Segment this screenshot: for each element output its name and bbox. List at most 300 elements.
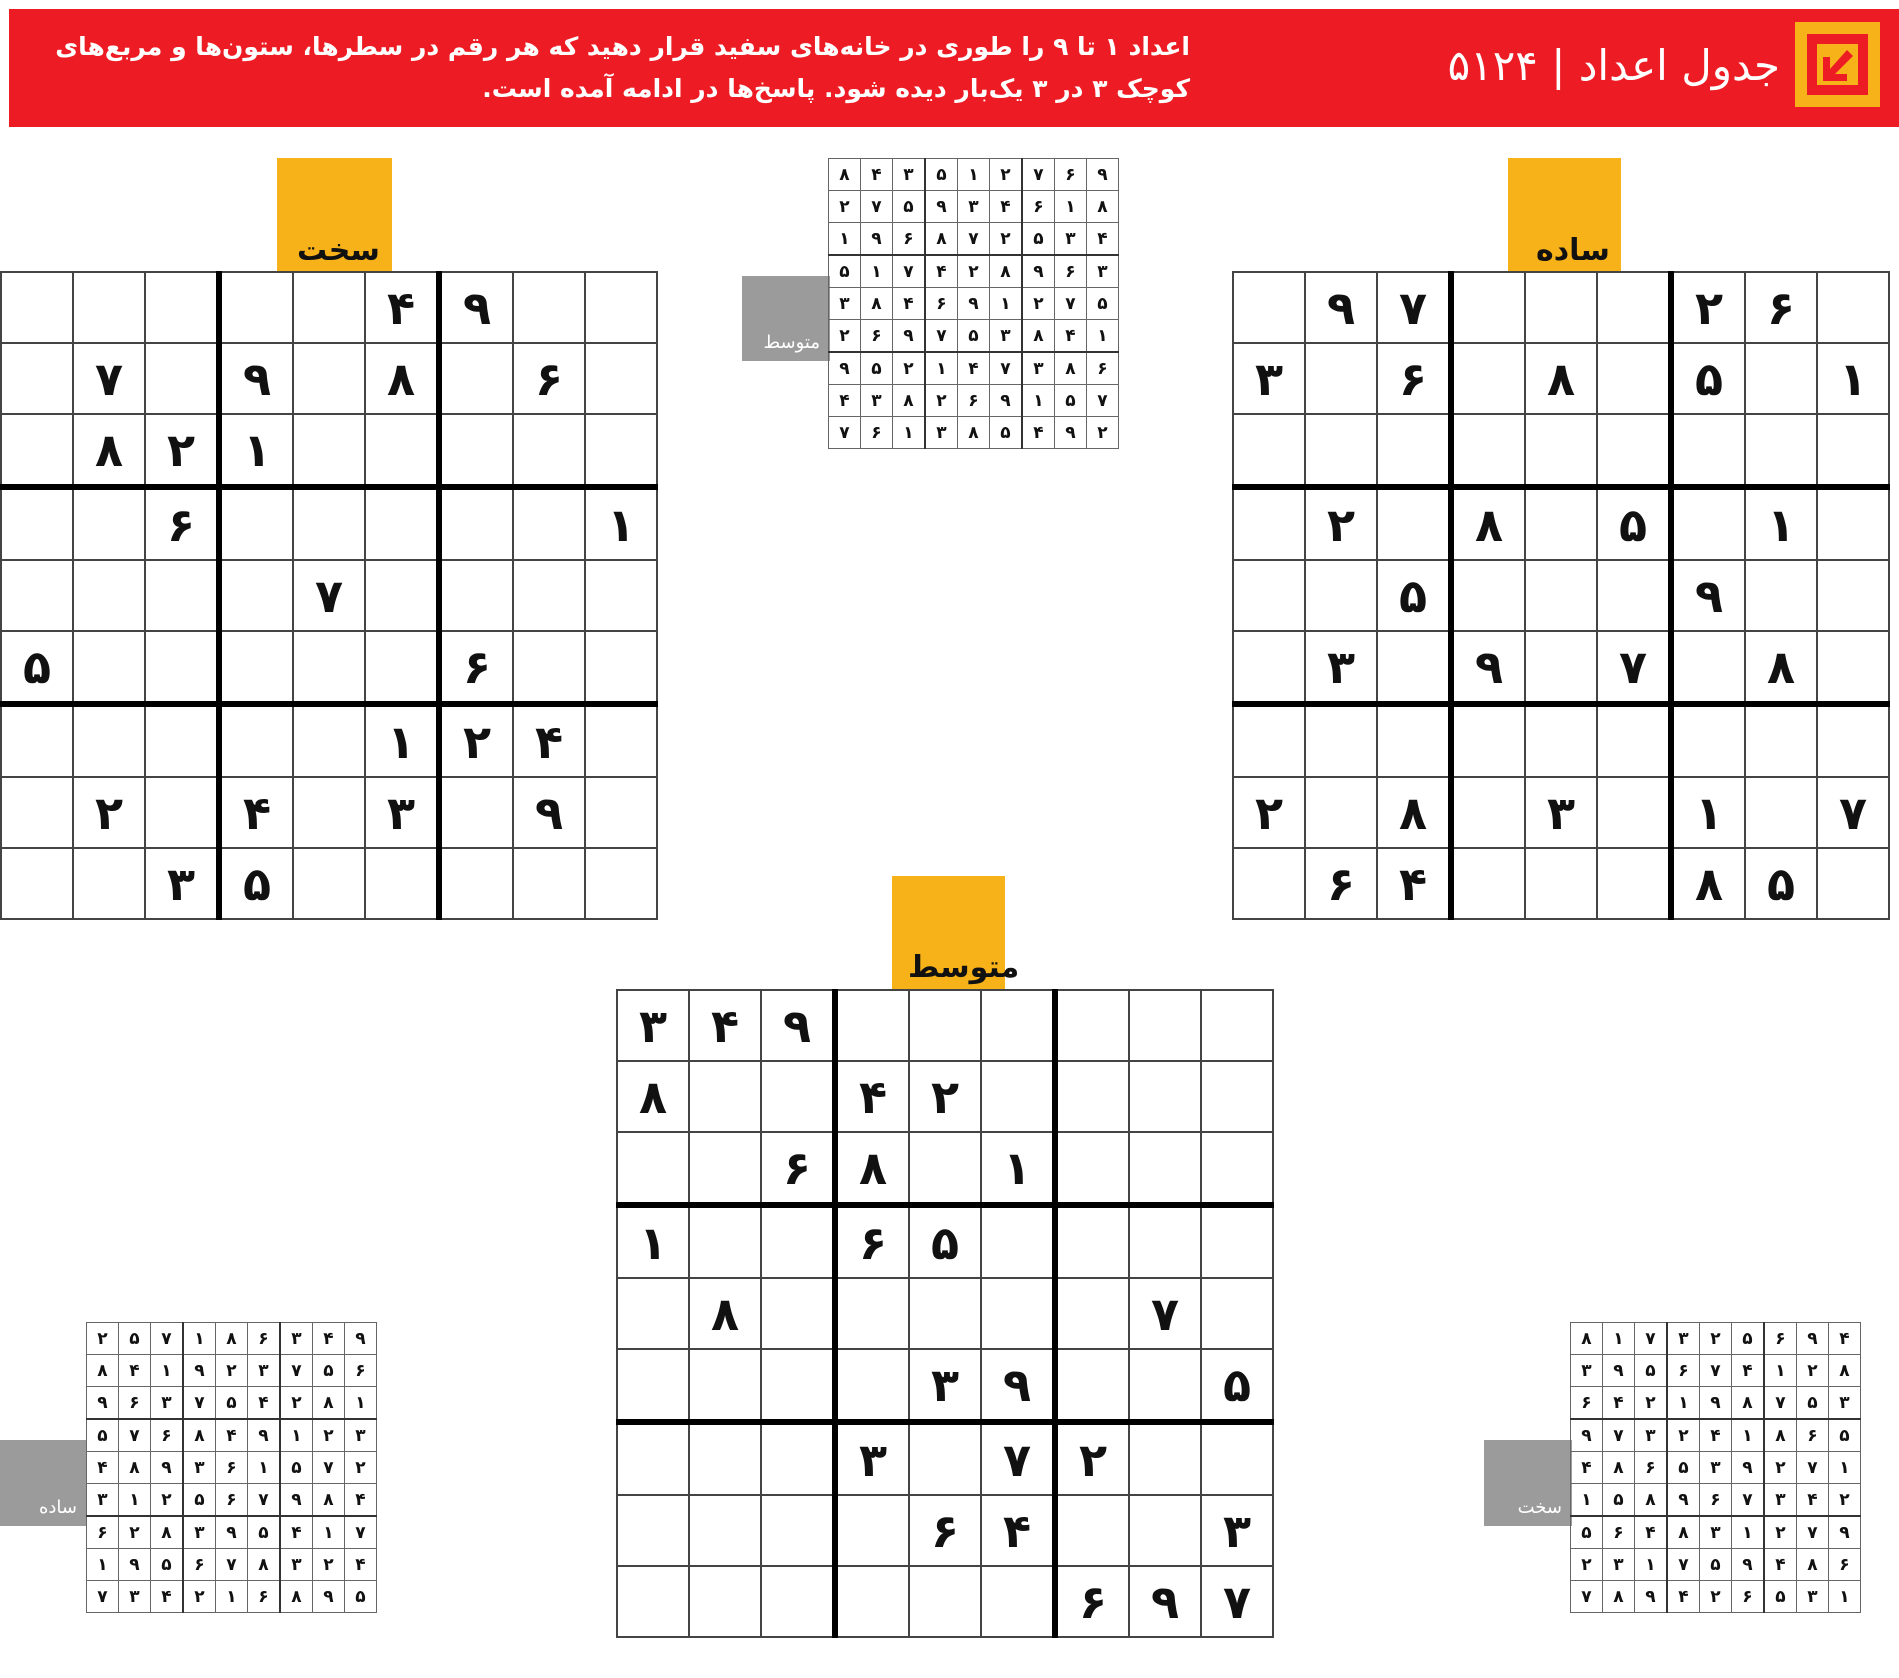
given-cell: ۷ [280,1355,313,1387]
empty-cell[interactable] [909,990,981,1061]
given-cell: ۸ [1087,191,1119,223]
empty-cell[interactable] [585,343,657,414]
empty-cell[interactable] [365,848,439,919]
empty-cell[interactable] [1305,343,1377,414]
given-cell: ۱ [151,1355,184,1387]
given-cell: ۸ [119,1452,151,1484]
given-cell: ۱ [861,255,893,288]
empty-cell[interactable] [689,1061,761,1132]
empty-cell[interactable] [73,272,145,343]
given-cell: ۸ [1451,487,1525,560]
given-cell: ۱ [893,417,926,449]
given-cell: ۳ [1055,223,1087,256]
empty-cell[interactable] [293,487,365,560]
given-cell: ۷ [1635,1323,1668,1355]
empty-cell[interactable] [1305,777,1377,848]
empty-cell[interactable] [73,848,145,919]
given-cell: ۲ [183,1581,216,1613]
given-cell: ۷ [216,1549,248,1581]
empty-cell[interactable] [145,560,219,631]
empty-cell[interactable] [585,414,657,487]
empty-cell[interactable] [219,272,293,343]
grid-row [617,1205,1273,1278]
empty-cell[interactable] [1129,1061,1201,1132]
given-cell: ۸ [1732,1387,1765,1420]
empty-cell[interactable] [1,343,73,414]
given-cell: ۶ [1797,1419,1829,1452]
empty-cell[interactable] [585,848,657,919]
empty-cell[interactable] [1305,414,1377,487]
empty-cell[interactable] [1201,1278,1273,1349]
empty-cell[interactable] [1451,272,1525,343]
given-cell: ۷ [1797,1516,1829,1549]
empty-cell[interactable] [689,1495,761,1566]
empty-cell[interactable] [1745,560,1817,631]
given-cell: ۱ [1571,1484,1603,1517]
empty-cell[interactable] [835,1566,909,1637]
given-cell: ۶ [1571,1387,1603,1420]
empty-cell[interactable] [1305,704,1377,777]
empty-cell[interactable] [617,1278,689,1349]
empty-cell[interactable] [1597,414,1671,487]
given-cell: ۳ [87,1484,119,1517]
empty-cell[interactable] [439,414,513,487]
empty-cell[interactable] [1745,343,1817,414]
given-cell: ۵ [280,1452,313,1484]
empty-cell[interactable] [1745,704,1817,777]
given-cell: ۷ [958,223,990,256]
empty-cell[interactable] [1745,777,1817,848]
empty-cell[interactable] [617,1566,689,1637]
empty-cell[interactable] [1055,1278,1129,1349]
empty-cell[interactable] [1817,848,1889,919]
empty-cell[interactable] [835,990,909,1061]
empty-cell[interactable] [761,1422,835,1495]
empty-cell[interactable] [1525,631,1597,704]
given-cell: ۳ [345,1419,377,1452]
given-cell: ۱ [1745,487,1817,560]
empty-cell[interactable] [365,560,439,631]
given-cell: ۷ [990,352,1023,385]
given-cell: ۹ [219,343,293,414]
empty-cell[interactable] [617,1349,689,1422]
empty-cell[interactable] [1233,848,1305,919]
easy-label-tab [1508,158,1621,272]
empty-cell[interactable] [1525,848,1597,919]
given-cell: ۳ [1829,1387,1861,1420]
grid-row [1571,1581,1861,1613]
empty-cell[interactable] [1671,414,1745,487]
empty-cell[interactable] [73,631,145,704]
given-cell: ۹ [151,1452,184,1484]
empty-cell[interactable] [1377,414,1451,487]
given-cell: ۸ [829,159,861,191]
given-cell: ۸ [861,288,893,320]
empty-cell[interactable] [1129,1422,1201,1495]
given-cell: ۲ [1671,272,1745,343]
given-cell: ۵ [1201,1349,1273,1422]
grid-row [1233,272,1889,343]
empty-cell[interactable] [1451,704,1525,777]
given-cell: ۶ [1055,1566,1129,1637]
empty-cell[interactable] [1597,848,1671,919]
empty-cell[interactable] [761,1061,835,1132]
given-cell: ۶ [1745,272,1817,343]
empty-cell[interactable] [219,487,293,560]
given-cell: ۴ [1377,848,1451,919]
grid-row [87,1581,377,1613]
empty-cell[interactable] [1817,487,1889,560]
empty-cell[interactable] [1201,1132,1273,1205]
empty-cell[interactable] [761,1205,835,1278]
empty-cell[interactable] [1671,631,1745,704]
given-cell: ۷ [293,560,365,631]
given-cell: ۷ [1597,631,1671,704]
given-cell: ۳ [835,1422,909,1495]
empty-cell[interactable] [293,631,365,704]
grid-row [1233,631,1889,704]
empty-cell[interactable] [1305,560,1377,631]
given-cell: ۸ [1829,1355,1861,1387]
empty-cell[interactable] [1597,343,1671,414]
given-cell: ۱ [585,487,657,560]
empty-cell[interactable] [145,272,219,343]
empty-cell[interactable] [761,1349,835,1422]
empty-cell[interactable] [1377,704,1451,777]
empty-cell[interactable] [439,777,513,848]
given-cell: ۳ [990,320,1023,353]
given-cell: ۸ [1603,1452,1635,1484]
empty-cell[interactable] [219,704,293,777]
empty-cell[interactable] [689,1132,761,1205]
given-cell: ۷ [1022,159,1055,191]
medium-label: متوسط [908,950,1020,985]
empty-cell[interactable] [1817,272,1889,343]
given-cell: ۴ [1700,1419,1732,1452]
given-cell: ۳ [1233,343,1305,414]
given-cell: ۹ [1732,1452,1765,1484]
empty-cell[interactable] [617,1422,689,1495]
empty-cell[interactable] [1377,631,1451,704]
empty-cell[interactable] [1201,1205,1273,1278]
given-cell: ۱ [183,1323,216,1355]
given-cell: ۳ [280,1323,313,1355]
empty-cell[interactable] [145,777,219,848]
given-cell: ۵ [958,320,990,353]
empty-cell[interactable] [1525,560,1597,631]
empty-cell[interactable] [1817,631,1889,704]
empty-cell[interactable] [439,560,513,631]
grid-row [87,1484,377,1517]
empty-cell[interactable] [585,777,657,848]
empty-cell[interactable] [1817,704,1889,777]
empty-cell[interactable] [981,1061,1055,1132]
empty-cell[interactable] [513,487,585,560]
given-cell: ۱ [365,704,439,777]
empty-cell[interactable] [1055,990,1129,1061]
grid-row [87,1323,377,1355]
empty-cell[interactable] [1745,414,1817,487]
empty-cell[interactable] [981,990,1055,1061]
given-cell: ۱ [1764,1355,1797,1387]
given-cell: ۶ [1055,159,1087,191]
empty-cell[interactable] [1597,704,1671,777]
empty-cell[interactable] [909,1132,981,1205]
given-cell: ۵ [87,1419,119,1452]
empty-cell[interactable] [1233,272,1305,343]
empty-cell[interactable] [1,560,73,631]
given-cell: ۳ [145,848,219,919]
answer-grid-hard [1570,1322,1861,1613]
empty-cell[interactable] [1817,560,1889,631]
empty-cell[interactable] [617,1495,689,1566]
given-cell: ۸ [151,1516,184,1549]
given-cell: ۴ [835,1061,909,1132]
empty-cell[interactable] [1525,272,1597,343]
given-cell: ۷ [1797,1452,1829,1484]
empty-cell[interactable] [689,1205,761,1278]
given-cell: ۵ [1745,848,1817,919]
grid-row [1233,777,1889,848]
empty-cell[interactable] [1233,704,1305,777]
empty-cell[interactable] [761,1495,835,1566]
empty-cell[interactable] [1129,1349,1201,1422]
empty-cell[interactable] [219,631,293,704]
given-cell: ۶ [248,1323,281,1355]
given-cell: ۵ [1597,487,1671,560]
given-cell: ۸ [1764,1419,1797,1452]
given-cell: ۹ [1451,631,1525,704]
given-cell: ۷ [1055,288,1087,320]
empty-cell[interactable] [909,1278,981,1349]
empty-cell[interactable] [1201,1422,1273,1495]
given-cell: ۲ [345,1452,377,1484]
given-cell: ۴ [925,255,958,288]
given-cell: ۷ [1603,1419,1635,1452]
empty-cell[interactable] [1597,272,1671,343]
empty-cell[interactable] [293,272,365,343]
given-cell: ۲ [145,414,219,487]
given-cell: ۴ [1087,223,1119,256]
empty-cell[interactable] [1129,1205,1201,1278]
empty-cell[interactable] [835,1278,909,1349]
empty-cell[interactable] [1,487,73,560]
grid-row [829,191,1119,223]
empty-cell[interactable] [835,1349,909,1422]
empty-cell[interactable] [439,343,513,414]
empty-cell[interactable] [909,1422,981,1495]
empty-cell[interactable] [1055,1205,1129,1278]
given-cell: ۲ [990,223,1023,256]
given-cell: ۱ [1732,1419,1765,1452]
given-cell: ۷ [1571,1581,1603,1613]
empty-cell[interactable] [981,1205,1055,1278]
empty-cell[interactable] [1,848,73,919]
given-cell: ۳ [365,777,439,848]
given-cell: ۱ [617,1205,689,1278]
empty-cell[interactable] [835,1495,909,1566]
empty-cell[interactable] [761,1566,835,1637]
empty-cell[interactable] [219,560,293,631]
empty-cell[interactable] [689,1422,761,1495]
empty-cell[interactable] [73,704,145,777]
given-cell: ۱ [216,1581,248,1613]
empty-cell[interactable] [1451,414,1525,487]
given-cell: ۹ [513,777,585,848]
empty-cell[interactable] [1055,1061,1129,1132]
empty-cell[interactable] [1055,1132,1129,1205]
given-cell: ۷ [1201,1566,1273,1637]
empty-cell[interactable] [1129,990,1201,1061]
grid-row [1571,1452,1861,1484]
given-cell: ۲ [1667,1419,1700,1452]
given-cell: ۹ [1055,417,1087,449]
empty-cell[interactable] [513,272,585,343]
empty-cell[interactable] [689,1566,761,1637]
empty-cell[interactable] [439,848,513,919]
empty-cell[interactable] [513,848,585,919]
given-cell: ۳ [1797,1581,1829,1613]
empty-cell[interactable] [293,777,365,848]
grid-row [1,704,657,777]
empty-cell[interactable] [1129,1132,1201,1205]
empty-cell[interactable] [1451,560,1525,631]
given-cell: ۷ [73,343,145,414]
given-cell: ۱ [1087,320,1119,353]
empty-cell[interactable] [617,1132,689,1205]
given-cell: ۷ [1817,777,1889,848]
empty-cell[interactable] [1,777,73,848]
given-cell: ۴ [365,272,439,343]
given-cell: ۲ [893,352,926,385]
grid-row [617,1132,1273,1205]
given-cell: ۴ [829,385,861,417]
empty-cell[interactable] [1201,990,1273,1061]
grid-row [1571,1419,1861,1452]
empty-cell[interactable] [1451,777,1525,848]
empty-cell[interactable] [145,631,219,704]
given-cell: ۵ [1055,385,1087,417]
empty-cell[interactable] [1,272,73,343]
empty-cell[interactable] [1233,560,1305,631]
given-cell: ۴ [345,1484,377,1517]
given-cell: ۳ [1525,777,1597,848]
grid-row [1571,1549,1861,1581]
given-cell: ۱ [313,1516,345,1549]
empty-cell[interactable] [73,487,145,560]
empty-cell[interactable] [1233,487,1305,560]
empty-cell[interactable] [761,1278,835,1349]
given-cell: ۸ [617,1061,689,1132]
given-cell: ۶ [145,487,219,560]
empty-cell[interactable] [365,414,439,487]
empty-cell[interactable] [365,487,439,560]
given-cell: ۵ [248,1516,281,1549]
empty-cell[interactable] [585,272,657,343]
empty-cell[interactable] [1817,414,1889,487]
empty-cell[interactable] [293,704,365,777]
empty-cell[interactable] [513,631,585,704]
given-cell: ۵ [1571,1516,1603,1549]
empty-cell[interactable] [1451,848,1525,919]
hard-label-tab [277,158,392,272]
given-cell: ۲ [829,191,861,223]
given-cell: ۹ [216,1516,248,1549]
given-cell: ۶ [1700,1484,1732,1517]
empty-cell[interactable] [1525,414,1597,487]
empty-cell[interactable] [145,704,219,777]
empty-cell[interactable] [293,848,365,919]
empty-cell[interactable] [1201,1061,1273,1132]
empty-cell[interactable] [1055,1495,1129,1566]
empty-cell[interactable] [981,1278,1055,1349]
empty-cell[interactable] [439,487,513,560]
grid-row [87,1549,377,1581]
empty-cell[interactable] [1233,631,1305,704]
empty-cell[interactable] [1,414,73,487]
given-cell: ۴ [958,352,990,385]
empty-cell[interactable] [1233,414,1305,487]
grid-row [87,1387,377,1420]
empty-cell[interactable] [585,704,657,777]
empty-cell[interactable] [1597,560,1671,631]
given-cell: ۴ [1603,1387,1635,1420]
empty-cell[interactable] [1,704,73,777]
empty-cell[interactable] [1129,1495,1201,1566]
empty-cell[interactable] [1377,487,1451,560]
empty-cell[interactable] [1525,487,1597,560]
given-cell: ۲ [280,1387,313,1420]
empty-cell[interactable] [981,1566,1055,1637]
empty-cell[interactable] [585,560,657,631]
given-cell: ۲ [1233,777,1305,848]
empty-cell[interactable] [1597,777,1671,848]
empty-cell[interactable] [909,1566,981,1637]
given-cell: ۶ [151,1419,184,1452]
empty-cell[interactable] [1671,704,1745,777]
given-cell: ۹ [829,352,861,385]
given-cell: ۴ [119,1355,151,1387]
given-cell: ۸ [1797,1549,1829,1581]
grid-row [829,417,1119,449]
given-cell: ۳ [183,1452,216,1484]
empty-cell[interactable] [1451,343,1525,414]
given-cell: ۵ [1022,223,1055,256]
grid-row [1,414,657,487]
empty-cell[interactable] [1055,1349,1129,1422]
given-cell: ۹ [1129,1566,1201,1637]
empty-cell[interactable] [293,414,365,487]
given-cell: ۶ [1305,848,1377,919]
grid-row [1233,560,1889,631]
given-cell: ۸ [689,1278,761,1349]
given-cell: ۶ [1764,1323,1797,1355]
empty-cell[interactable] [1525,704,1597,777]
empty-cell[interactable] [293,343,365,414]
logo-icon [1795,22,1880,107]
empty-cell[interactable] [73,560,145,631]
given-cell: ۷ [345,1516,377,1549]
empty-cell[interactable] [689,1349,761,1422]
empty-cell[interactable] [145,343,219,414]
empty-cell[interactable] [513,414,585,487]
given-cell: ۶ [87,1516,119,1549]
empty-cell[interactable] [513,560,585,631]
empty-cell[interactable] [585,631,657,704]
empty-cell[interactable] [365,631,439,704]
grid-row [1233,848,1889,919]
empty-cell[interactable] [1671,487,1745,560]
